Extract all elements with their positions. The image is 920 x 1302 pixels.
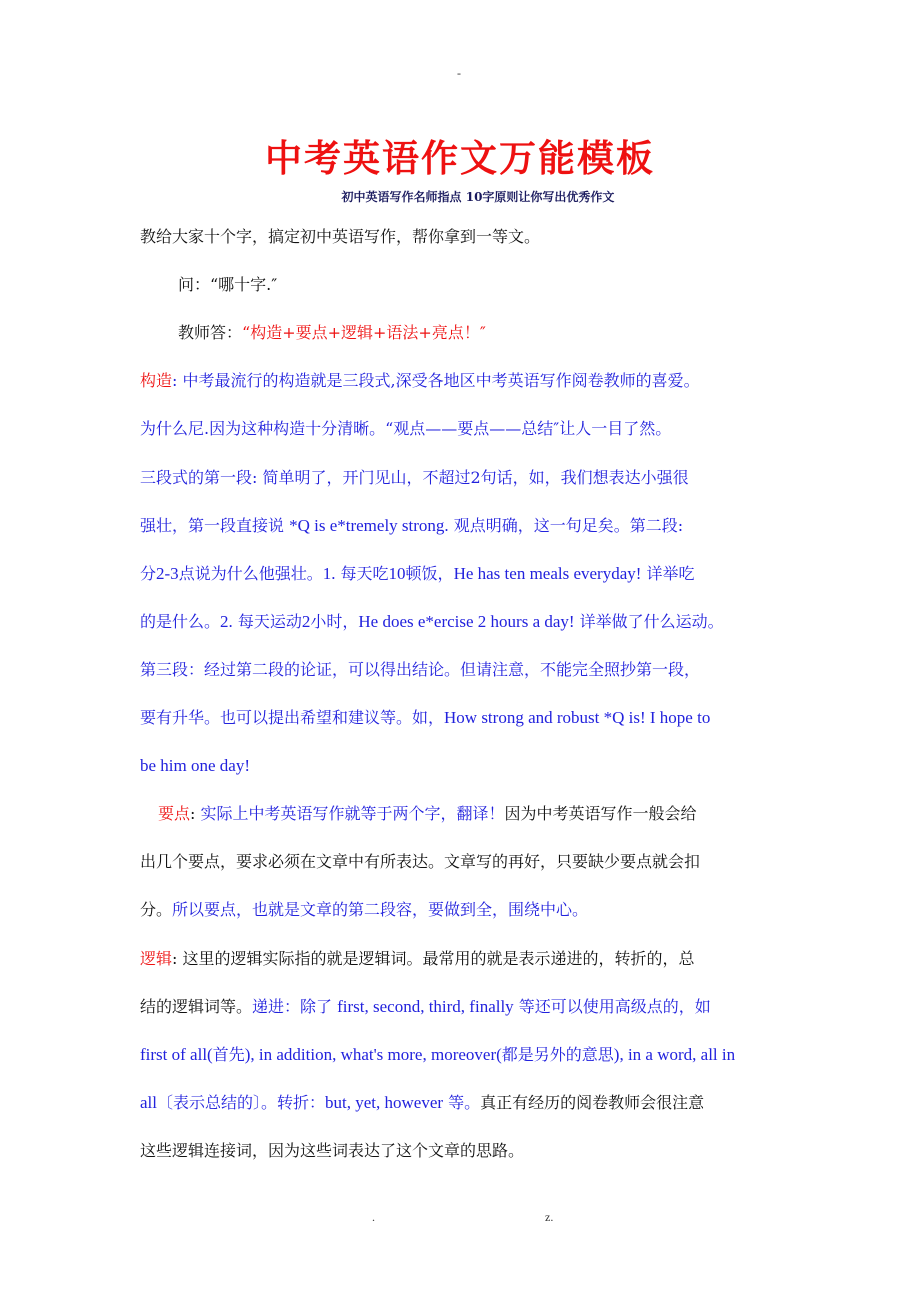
- text-run: 分。: [140, 900, 173, 920]
- text-run: 顿饭，: [405, 563, 454, 583]
- text-run: 小时，: [310, 611, 359, 631]
- text-run: 教师答：: [178, 323, 243, 343]
- text-line: [140, 1140, 790, 1162]
- text-run: 构造: [140, 371, 173, 391]
- text-run: 每天吃: [335, 563, 389, 583]
- text-run: 〔表示总结的〕。转折：: [157, 1092, 326, 1112]
- text-run: 分: [140, 563, 157, 583]
- text-line: [140, 948, 790, 970]
- text-line: [140, 370, 790, 392]
- text-line: [140, 322, 828, 344]
- text-run: 实际上中考英语写作就等于两个字，翻译！: [200, 804, 505, 824]
- text-run: 要有升华。也可以提出希望和建议等。如，: [140, 708, 445, 727]
- text-run: 都是另外的意思: [501, 1044, 614, 1064]
- text-run: 详举吃: [641, 563, 695, 583]
- text-run: 1.: [322, 563, 336, 583]
- page-header-mark: -: [457, 66, 461, 80]
- text-run: He does e*ercise 2 hours a day!: [358, 611, 575, 631]
- text-run: all: [140, 1092, 157, 1112]
- text-run: 教给大家十个字，搞定初中英语写作，帮你拿到一等文。: [140, 227, 541, 246]
- text-run: 2: [301, 611, 311, 631]
- text-run: ), in addition, what's more, moreover(: [244, 1044, 502, 1064]
- text-line: [140, 996, 790, 1018]
- text-run: 等还可以使用高级点的，如: [513, 996, 711, 1016]
- text-run: 首先: [212, 1044, 245, 1064]
- text-run: : 这里的逻辑实际指的就是逻辑词。最常用的就是表示递进的，转折的，总: [172, 948, 695, 968]
- text-line: [140, 851, 790, 873]
- text-line: [140, 1092, 790, 1114]
- text-run: 真正有经历的阅卷教师会很注意: [480, 1092, 705, 1112]
- text-line: [140, 467, 790, 489]
- text-line: [140, 563, 790, 585]
- text-run: : 中考最流行的构造就是三段式,深受各地区中考英语写作阅卷教师的喜爱。: [172, 371, 700, 391]
- text-run: but, yet, however: [325, 1092, 444, 1112]
- text-run: 观点明确，这一句足矣。第二段:: [448, 515, 684, 535]
- text-run: How strong and robust *Q is! I hope to: [444, 708, 711, 727]
- text-run: 三段式的第一段: 简单明了，开门见山，不超过2句话，如，我们想表达小强很: [140, 467, 689, 487]
- text-run: 所以要点，也就是文章的第二段容，要做到全，围绕中心。: [172, 900, 589, 920]
- text-run: *Q is e*tremely strong.: [289, 515, 449, 535]
- text-line: [140, 659, 790, 681]
- text-line: [140, 1044, 790, 1066]
- text-run: 2-3: [156, 563, 179, 583]
- text-line: [140, 226, 790, 248]
- document-subtitle: 初中英语写作名师指点 10字原则让你写出优秀作文: [341, 190, 615, 204]
- text-run: 逻辑: [140, 948, 173, 968]
- footer-right: z.: [545, 1210, 554, 1224]
- text-line: [140, 274, 828, 296]
- text-line: [140, 418, 790, 440]
- text-line: [140, 611, 790, 633]
- text-run: 出几个要点，要求必须在文章中有所表达。文章写的再好，只要缺少要点就会扣: [140, 852, 701, 872]
- text-line: [140, 755, 790, 777]
- text-line: [140, 899, 790, 921]
- footer-left: .: [372, 1210, 375, 1224]
- document-title: 中考英语作文万能模板: [265, 137, 655, 180]
- text-run: 等。: [443, 1092, 481, 1112]
- text-run: 因为中考英语写作一般会给: [504, 804, 697, 824]
- text-run: 的是什么。: [140, 611, 221, 631]
- text-run: first, second, third, finally: [337, 996, 514, 1016]
- text-run: 点说为什么他强壮。: [178, 563, 323, 583]
- text-line: [140, 515, 790, 537]
- text-run: 每天运动: [232, 611, 302, 631]
- text-run: 10: [388, 563, 406, 583]
- text-run: 2.: [220, 611, 233, 631]
- text-run: 问：“哪十字.″: [178, 275, 278, 295]
- text-run: 强壮，第一段直接说: [140, 515, 290, 535]
- text-run: 结的逻辑词等。: [140, 996, 253, 1016]
- text-line: [140, 803, 808, 825]
- text-line: [140, 707, 790, 729]
- text-run: first of all(: [140, 1044, 213, 1064]
- text-run: be him one day!: [140, 756, 250, 776]
- text-run: 要点: [158, 804, 191, 824]
- text-run: 详举做了什么运动。: [574, 611, 724, 631]
- text-run: He has ten meals everyday!: [453, 563, 642, 583]
- text-run: 为什么尼.因为这种构造十分清晰。“观点——要点——总结″让人一目了然。: [140, 419, 672, 439]
- text-run: 递进：除了: [252, 996, 338, 1016]
- text-run: “构造+要点+逻辑+语法+亮点！″: [242, 323, 486, 343]
- text-run: ), in a word, all in: [613, 1044, 736, 1064]
- text-run: 这些逻辑连接词，因为这些词表达了这个文章的思路。: [140, 1140, 525, 1160]
- text-run: 第三段：经过第二段的论证，可以得出结论。但请注意，不能完全照抄第一段，: [140, 659, 701, 679]
- text-run: :: [190, 804, 201, 824]
